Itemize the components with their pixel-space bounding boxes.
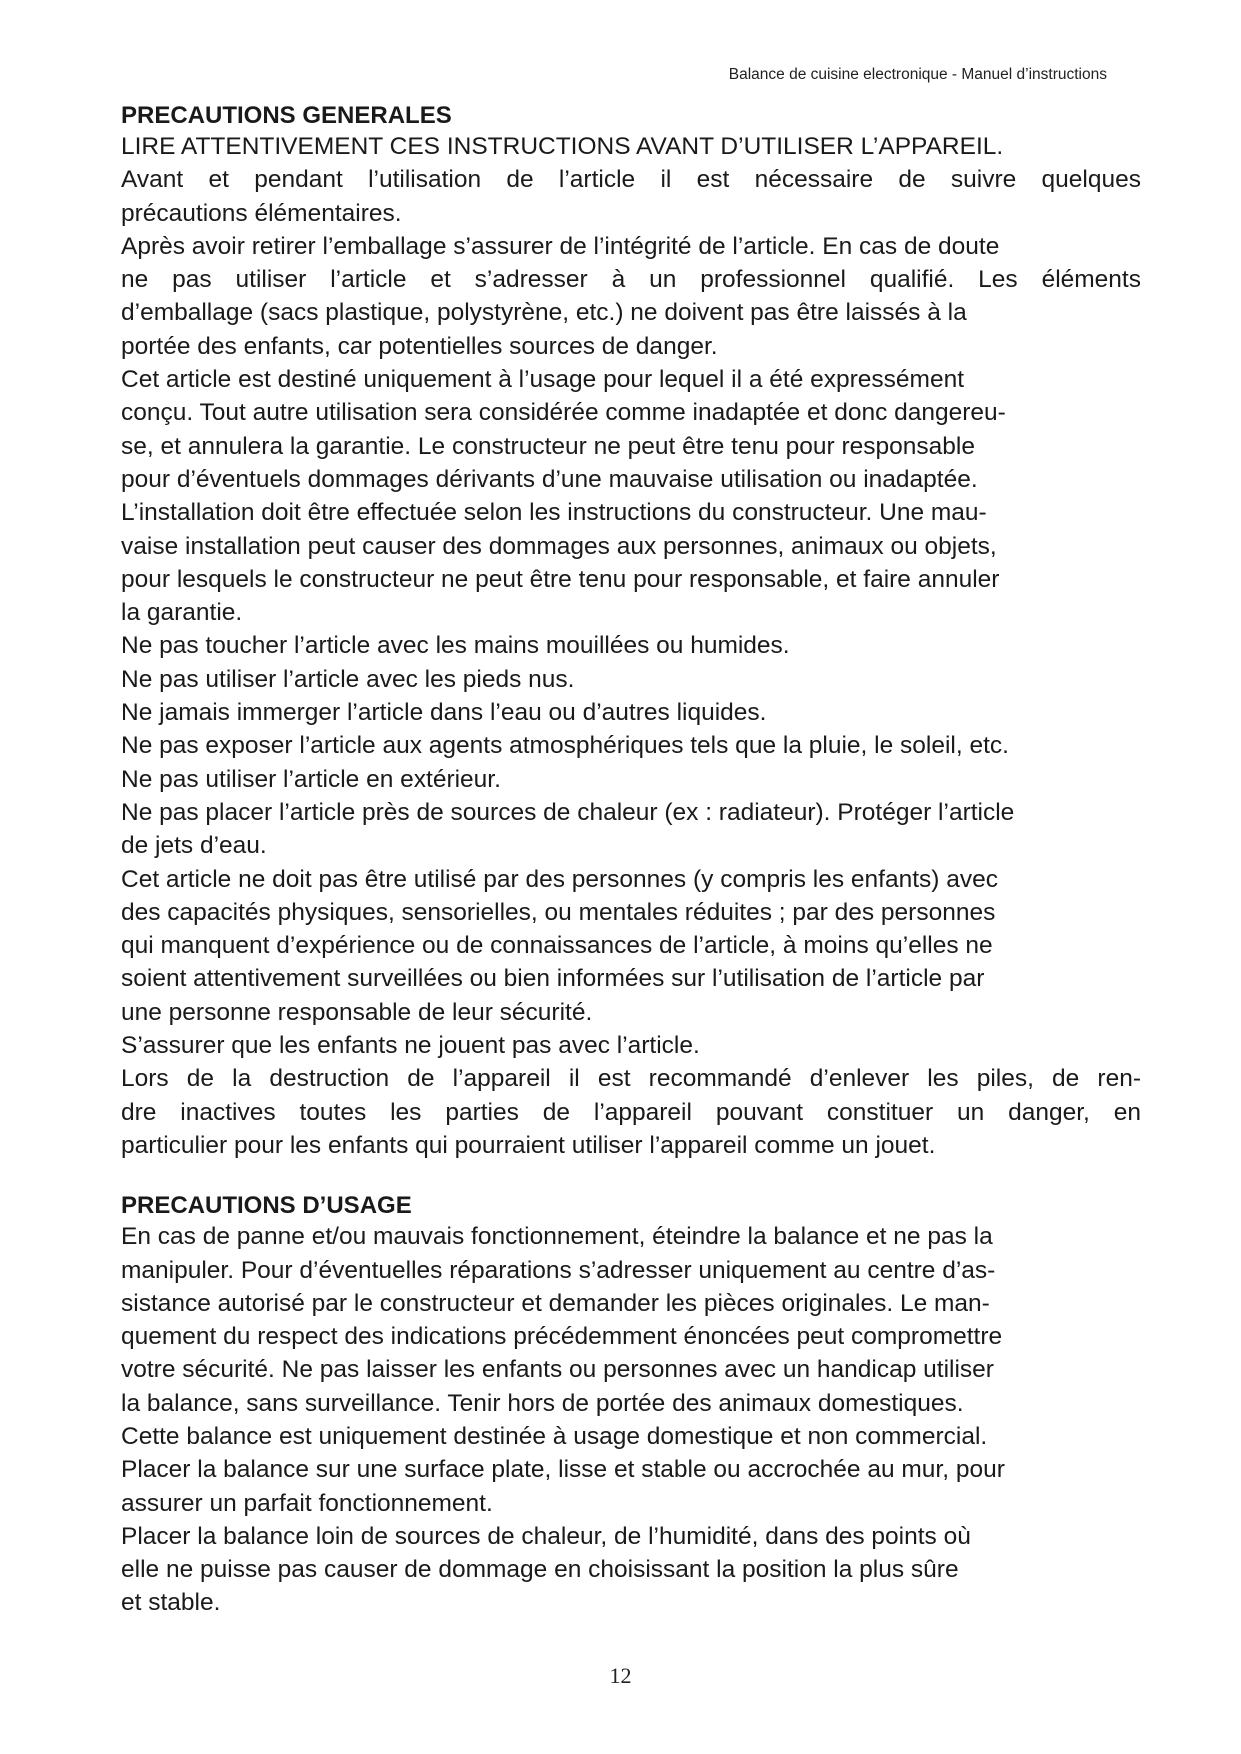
- text-line: et stable.: [121, 1589, 221, 1617]
- text-line: de jets d’eau.: [121, 832, 267, 860]
- text-line: Placer la balance sur une surface plate, lisse et stable ou accrochée au mur, pour: [121, 1456, 1005, 1484]
- section-1: [121, 1192, 1141, 1620]
- text-line: une personne responsable de leur sécurité.: [121, 998, 593, 1026]
- text-line: ne pas utiliser l’article et s’adresser à un professionnel qualifié. Les éléments: [121, 266, 1141, 294]
- text-line: qui manquent d’expérience ou de connaissances de l’article, à moins qu’elles ne: [121, 932, 993, 960]
- text-line: Avant et pendant l’utilisation de l’article il est nécessaire de suivre quelques: [121, 166, 1141, 194]
- text-line: quement du respect des indications précédemment énoncées peut compromettre: [121, 1323, 1003, 1351]
- section-title: PRECAUTIONS D’USAGE: [121, 1192, 412, 1220]
- text-line: S’assurer que les enfants ne jouent pas avec l’article.: [121, 1032, 700, 1060]
- text-line: pour lesquels le constructeur ne peut être tenu pour responsable, et faire annuler: [121, 565, 1000, 593]
- text-line: En cas de panne et/ou mauvais fonctionnement, éteindre la balance et ne pas la: [121, 1223, 993, 1251]
- text-line: vaise installation peut causer des dommages aux personnes, animaux ou objets,: [121, 532, 997, 560]
- text-line: assurer un parfait fonctionnement.: [121, 1489, 493, 1517]
- text-line: la garantie.: [121, 599, 243, 627]
- running-header: Balance de cuisine electronique - Manuel d’instructions: [728, 66, 1107, 83]
- text-line: manipuler. Pour d’éventuelles réparations s’adresser uniquement au centre d’as-: [121, 1256, 996, 1284]
- text-line: pour d’éventuels dommages dérivants d’une mauvaise utilisation ou inadaptée.: [121, 465, 978, 493]
- text-line: portée des enfants, car potentielles sources de danger.: [121, 332, 718, 360]
- text-line: des capacités physiques, sensorielles, ou mentales réduites ; par des personnes: [121, 898, 996, 926]
- text-line: elle ne puisse pas causer de dommage en choisissant la position la plus sûre: [121, 1556, 959, 1584]
- text-line: se, et annulera la garantie. Le constructeur ne peut être tenu pour responsable: [121, 432, 975, 460]
- text-line: LIRE ATTENTIVEMENT CES INSTRUCTIONS AVANT D’UTILISER L’APPAREIL.: [121, 133, 1004, 160]
- text-line: Ne pas toucher l’article avec les mains mouillées ou humides.: [121, 632, 790, 660]
- text-line: Lors de la destruction de l’appareil il est recommandé d’enlever les piles, de ren-: [121, 1065, 1141, 1093]
- sections-container: [121, 102, 1141, 1620]
- text-line: Ne pas exposer l’article aux agents atmosphériques tels que la pluie, le soleil, etc.: [121, 732, 1009, 760]
- text-line: votre sécurité. Ne pas laisser les enfants ou personnes avec un handicap utiliser: [121, 1356, 994, 1384]
- page-number: 12: [609, 1663, 632, 1688]
- text-line: Ne pas utiliser l’article en extérieur.: [121, 765, 501, 793]
- section-title: PRECAUTIONS GENERALES: [121, 102, 452, 129]
- text-line: Ne jamais immerger l’article dans l’eau ou d’autres liquides.: [121, 699, 767, 727]
- text-line: d’emballage (sacs plastique, polystyrène, etc.) ne doivent pas être laissés à la: [121, 299, 967, 327]
- text-line: dre inactives toutes les parties de l’appareil pouvant constituer un danger, en: [121, 1098, 1141, 1126]
- text-line: Placer la balance loin de sources de chaleur, de l’humidité, dans des points où: [121, 1522, 971, 1550]
- text-line: Cet article est destiné uniquement à l’usage pour lequel il a été expressément: [121, 366, 965, 394]
- text-line: la balance, sans surveillance. Tenir hors de portée des animaux domestiques.: [121, 1389, 964, 1417]
- text-line: Ne pas utiliser l’article avec les pieds nus.: [121, 665, 575, 693]
- section-0: [121, 102, 1141, 1162]
- text-line: Cette balance est uniquement destinée à usage domestique et non commercial.: [121, 1422, 988, 1450]
- text-line: Cet article ne doit pas être utilisé par des personnes (y compris les enfants) avec: [121, 865, 998, 893]
- text-line: sistance autorisé par le constructeur et demander les pièces originales. Le man-: [121, 1289, 990, 1317]
- section-gap: [121, 1162, 1141, 1192]
- text-line: particulier pour les enfants qui pourraient utiliser l’appareil comme un jouet.: [121, 1131, 936, 1159]
- text-line: précautions élémentaires.: [121, 199, 402, 227]
- page-content: [121, 102, 1141, 1620]
- text-line: Après avoir retirer l’emballage s’assurer de l’intégrité de l’article. En cas de doute: [121, 232, 1000, 260]
- text-line: Ne pas placer l’article près de sources de chaleur (ex : radiateur). Protéger l’article: [121, 798, 1015, 826]
- text-line: L’installation doit être effectuée selon les instructions du constructeur. Une mau-: [121, 499, 987, 527]
- text-line: conçu. Tout autre utilisation sera considérée comme inadaptée et donc dangereu-: [121, 399, 1006, 427]
- text-line: soient attentivement surveillées ou bien informées sur l’utilisation de l’article par: [121, 965, 985, 993]
